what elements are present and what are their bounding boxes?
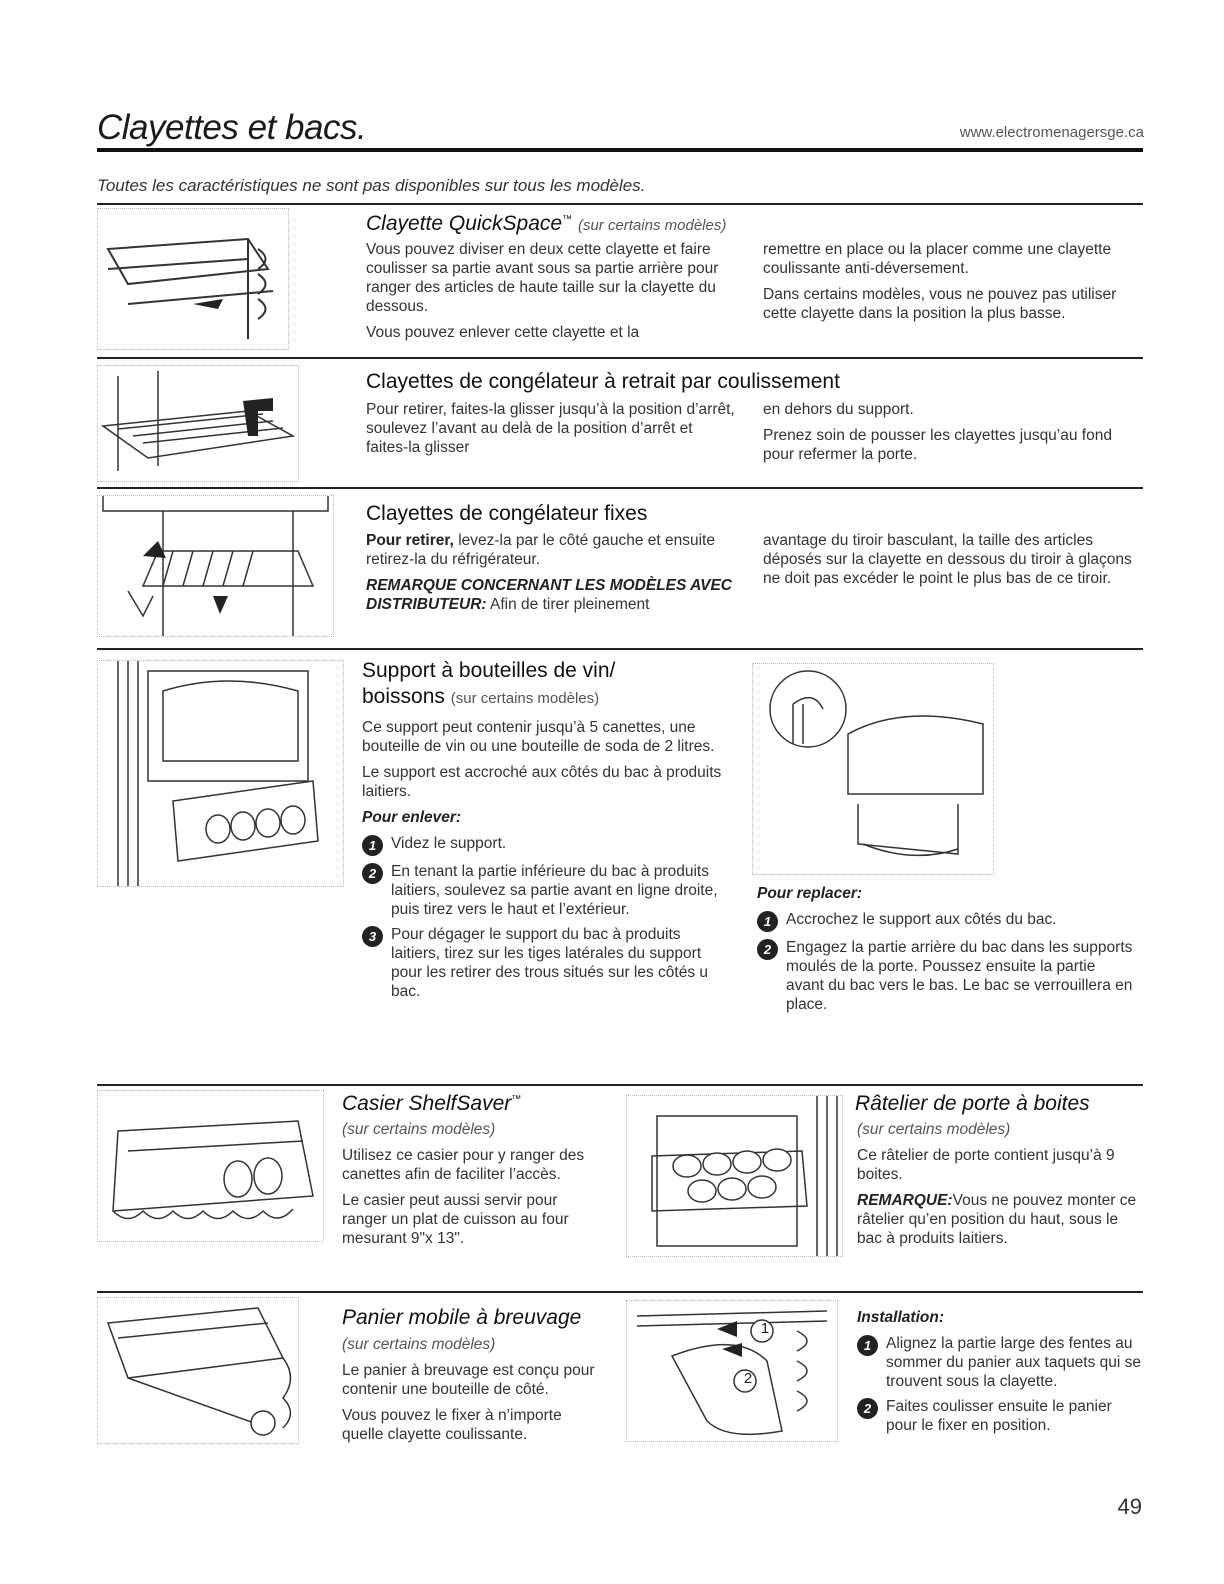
slide-out-shelf-illustration (97, 365, 299, 482)
shelf-drawing (98, 209, 288, 349)
basket-title: Panier mobile à breuvage (342, 1306, 582, 1329)
step-number-badge: 1 (857, 1335, 878, 1356)
wine-rack-title: Support à bouteilles de vin/ boissons (sur certains modèles) (362, 659, 616, 708)
basket-install-illustration (626, 1300, 838, 1442)
wine-rack-text: Ce support peut contenir jusqu’à 5 canettes, une bouteille de vin ou une bouteille de soda de 2 litres. Le support est accroché aux côtés du bac à produits laitiers. Pour enlever: 1 Videz le support. 2 En tenant la partie inférieure du bac à produits laitiers, soulevez sa partie avant en ligne droite, puis tirez vers le haut et l’extérieur. 3 Pour dégager le support du bac à produits laitiers, tirez sur les tiges latérales du support pour les retirer des trous situés sur les côtés u bac. (362, 718, 732, 1007)
step-number-badge: 1 (362, 835, 383, 856)
page-number: 49 (1117, 1494, 1142, 1519)
fixed-text-left: Pour retirer, levez-la par le côté gauche et ensuite retirez-la du réfrigérateur. REMARQUE CONCERNANT LES MODÈLES AVEC DISTRIBUTEUR: Afin de tirer pleinement (366, 532, 732, 613)
shelfsaver-text: (sur certains modèles) Utilisez ce casier pour y ranger des canettes afin de faciliter l’accès. Le casier peut aussi servir pour ranger un plat de cuisson au four mesurant 9"x 13". (342, 1121, 585, 1247)
section-divider (97, 487, 1143, 489)
slide-out-text-left: Pour retirer, faites-la glisser jusqu’à la position d’arrêt, soulevez l’avant au delà de la position d’arrêt et faites-la glisser (366, 401, 735, 456)
remove-step: 1 Videz le support. (362, 834, 732, 856)
can-rack-text: (sur certains modèles) Ce râtelier de porte contient jusqu’à 9 boites. REMARQUE:Vous ne pouvez monter ce râtelier qu’en position du haut, sous le bac à produits laitiers. (857, 1121, 1137, 1247)
section-divider (97, 203, 1143, 205)
website-url[interactable]: www.electromenagersge.ca (959, 124, 1144, 141)
quickspace-title: Clayette QuickSpace™ (sur certains modèles) (366, 212, 727, 235)
fixed-text-right: avantage du tiroir basculant, la taille des articles déposés sur la clayette en dessous du tiroir à glaçons ne doit pas excéder le point le plus bas de ce tiroir. (763, 532, 1132, 587)
remove-step: 2 En tenant la partie inférieure du bac à produits laitiers, soulevez sa partie avant en ligne droite, puis tirez vers le haut et l’extérieur. (362, 862, 732, 919)
step-number-badge: 3 (362, 926, 383, 947)
wine-rack-replace-text: Pour replacer: 1 Accrochez le support aux côtés du bac. 2 Engagez la partie arrière du bac dans les supports moulés de la porte. Poussez ensuite la partie avant du bac vers le bas. Le bac se verrouillera en place. (757, 884, 1137, 1020)
quickspace-text-left: Vous pouvez diviser en deux cette clayette et faire coulisser sa partie avant sous sa partie arrière pour ranger des articles de haute taille sur la clayette du dessous. Vous pouvez enlever cette clayette et la (366, 241, 719, 341)
install-step: 1 Alignez la partie large des fentes au sommer du panier aux taquets qui se trouvent sous la clayette. (857, 1334, 1142, 1391)
section-divider (97, 1291, 1143, 1293)
can-rack-title: Râtelier de porte à boites (855, 1092, 1090, 1115)
step-number-badge: 1 (757, 911, 778, 932)
basket-drawing (98, 1298, 298, 1443)
basket-install-text: Installation: 1 Alignez la partie large des fentes au sommer du panier aux taquets qui se trouvent sous la clayette. 2 Faites coulisser ensuite le panier pour le fixer en position. (857, 1309, 1142, 1434)
title-rule (97, 148, 1143, 152)
wine-rack-drawing (98, 661, 343, 886)
wine-rack-illustration (97, 660, 344, 887)
wine-rack-detail-illustration (752, 663, 994, 875)
replace-step: 2 Engagez la partie arrière du bac dans les supports moulés de la porte. Poussez ensuite la partie avant du bac vers le bas. Le bac se verrouillera en place. (757, 938, 1137, 1014)
step-number-badge: 2 (757, 939, 778, 960)
fixed-shelf-drawing (98, 496, 333, 636)
subtitle: Toutes les caractéristiques ne sont pas disponibles sur tous les modèles. (97, 176, 646, 195)
fixed-title: Clayettes de congélateur fixes (366, 502, 648, 525)
section-divider (97, 357, 1143, 359)
rack-hook-drawing (753, 664, 993, 874)
basket-install-drawing (627, 1301, 837, 1441)
figure-callout-2: 2 (743, 1370, 753, 1387)
section-divider (97, 1084, 1143, 1086)
door-can-rack-drawing (627, 1096, 842, 1256)
fixed-shelf-illustration (97, 495, 334, 637)
shelfsaver-illustration (97, 1090, 324, 1242)
can-rack-illustration (626, 1095, 843, 1257)
quickspace-illustration (97, 208, 289, 350)
slide-out-text-right: en dehors du support. Prenez soin de pousser les clayettes jusqu’au fond pour refermer la porte. (763, 401, 1112, 463)
can-bin-drawing (98, 1091, 323, 1241)
slide-out-title: Clayettes de congélateur à retrait par coulissement (366, 370, 840, 393)
remove-step: 3 Pour dégager le support du bac à produits laitiers, tirez sur les tiges latérales du support pour les retirer des trous situés sur les côtés u bac. (362, 925, 732, 1001)
shelfsaver-title: Casier ShelfSaver™ (342, 1092, 522, 1115)
install-step: 2 Faites coulisser ensuite le panier pour le fixer en position. (857, 1397, 1142, 1435)
quickspace-text-right: remettre en place ou la placer comme une clayette coulissante anti-déversement. Dans certains modèles, vous ne pouvez pas utiliser cette clayette dans la position la plus basse. (763, 241, 1117, 322)
figure-callout-1: 1 (760, 1320, 770, 1337)
section-divider (97, 648, 1143, 650)
basket-illustration (97, 1297, 299, 1444)
basket-text: (sur certains modèles) Le panier à breuvage est conçu pour contenir une bouteille de côté. Vous pouvez le fixer à n’importe quelle clayette coulissante. (342, 1336, 595, 1443)
step-number-badge: 2 (857, 1398, 878, 1419)
wire-shelf-drawing (98, 366, 298, 481)
page-title: Clayettes et bacs. (97, 108, 367, 147)
step-number-badge: 2 (362, 863, 383, 884)
replace-step: 1 Accrochez le support aux côtés du bac. (757, 910, 1137, 932)
